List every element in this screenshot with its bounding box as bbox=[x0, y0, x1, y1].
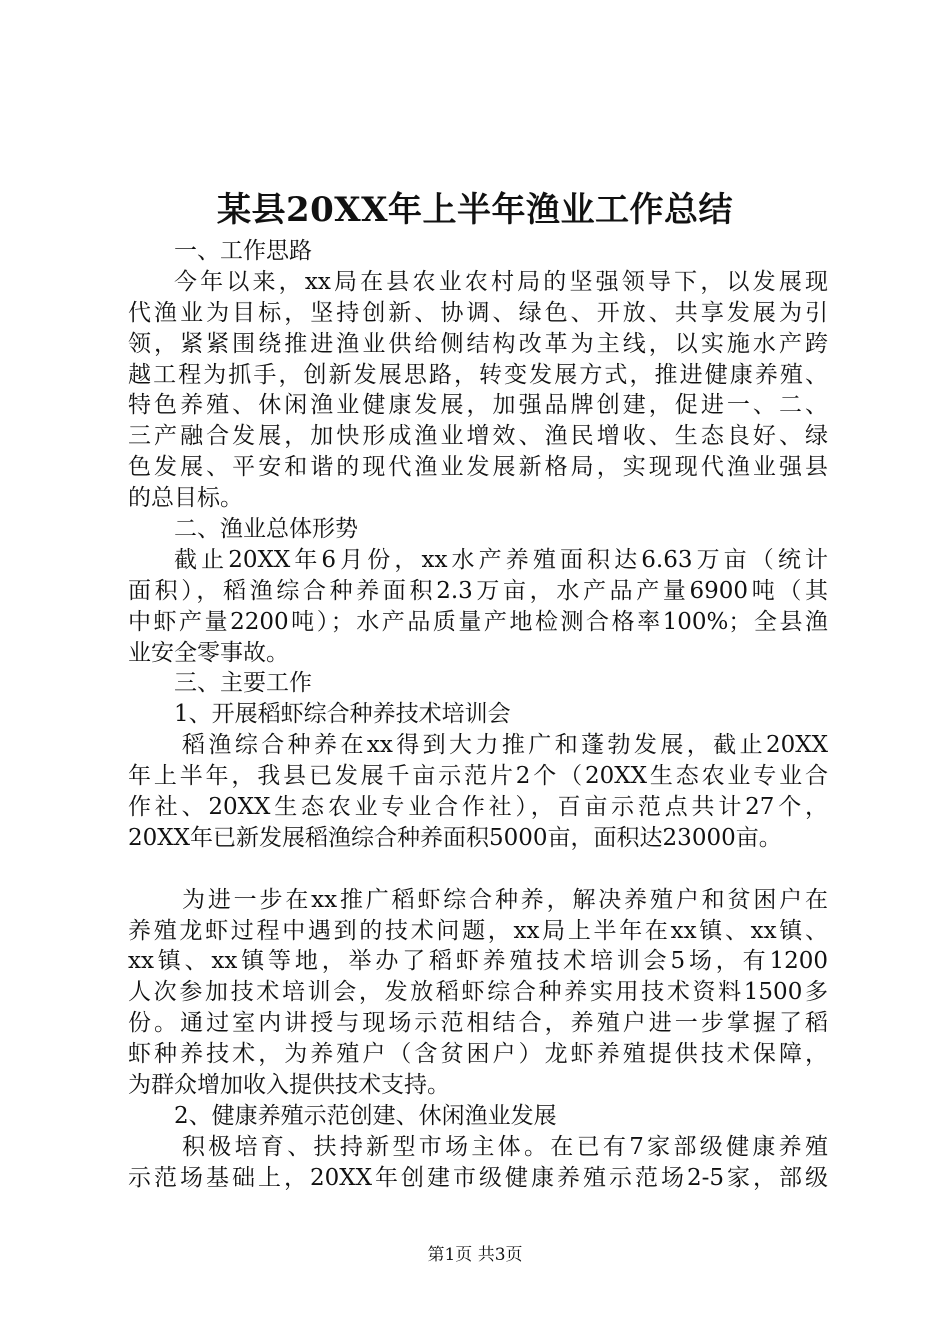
section-heading-2: 二、渔业总体形势 bbox=[174, 516, 358, 543]
paragraph-line: 虾种养技术，为养殖户（含贫困户）龙虾养殖提供技术保障， bbox=[128, 1041, 828, 1068]
paragraph-line: 领，紧紧围绕推进渔业供给侧结构改革为主线，以实施水产跨 bbox=[128, 330, 828, 357]
paragraph-line: 份。通过室内讲授与现场示范相结合，养殖户进一步掌握了稻 bbox=[128, 1010, 828, 1037]
paragraph-line: 业安全零事故。 bbox=[128, 639, 289, 666]
paragraph-line: 为进一步在xx推广稻虾综合种养，解决养殖户和贫困户在 bbox=[182, 886, 828, 913]
page-number-footer: 第1页 共3页 bbox=[427, 1245, 523, 1265]
paragraph-line: 色发展、平安和谐的现代渔业发展新格局，实现现代渔业强县 bbox=[128, 454, 828, 481]
paragraph-line: 面积），稻渔综合种养面积2.3万亩，水产品产量6900吨（其 bbox=[128, 577, 828, 604]
subsection-heading-1: 1、开展稻虾综合种养技术培训会 bbox=[174, 701, 511, 728]
paragraph-line: 稻渔综合种养在xx得到大力推广和蓬勃发展，截止20XX bbox=[182, 732, 828, 759]
paragraph-line: 越工程为抓手，创新发展思路，转变发展方式，推进健康养殖、 bbox=[128, 361, 828, 388]
paragraph-line: 示范场基础上，20XX年创建市级健康养殖示范场2-5家，部级 bbox=[128, 1164, 828, 1191]
paragraph-line: xx镇、xx镇等地，举办了稻虾养殖技术培训会5场，有1200 bbox=[128, 948, 828, 975]
paragraph-line: 代渔业为目标，坚持创新、协调、绿色、开放、共享发展为引 bbox=[128, 299, 828, 326]
paragraph-line: 中虾产量2200吨）；水产品质量产地检测合格率100%；全县渔 bbox=[128, 608, 828, 635]
paragraph-line: 人次参加技术培训会，发放稻虾综合种养实用技术资料1500多 bbox=[128, 979, 828, 1006]
paragraph-line: 养殖龙虾过程中遇到的技术问题，xx局上半年在xx镇、xx镇、 bbox=[128, 917, 828, 944]
paragraph-line: 作社、20XX生态农业专业合作社），百亩示范点共计27个， bbox=[128, 794, 828, 821]
subsection-heading-2: 2、健康养殖示范创建、休闲渔业发展 bbox=[174, 1102, 557, 1129]
paragraph-line: 为群众增加收入提供技术支持。 bbox=[128, 1072, 450, 1099]
paragraph-gap bbox=[128, 854, 828, 885]
document-title: 某县20XX年上半年渔业工作总结 bbox=[216, 190, 734, 230]
section-heading-3: 三、主要工作 bbox=[174, 670, 312, 697]
paragraph-line: 特色养殖、休闲渔业健康发展，加强品牌创建，促进一、二、 bbox=[128, 392, 828, 419]
section-heading-1: 一、工作思路 bbox=[174, 238, 312, 264]
paragraph-line: 截止20XX年6月份，xx水产养殖面积达6.63万亩（统计 bbox=[174, 546, 828, 573]
paragraph-line: 的总目标。 bbox=[128, 485, 243, 512]
paragraph-line: 三产融合发展，加快形成渔业增效、渔民增收、生态良好、绿 bbox=[128, 423, 828, 450]
paragraph-line: 今年以来，xx局在县农业农村局的坚强领导下，以发展现 bbox=[174, 268, 828, 295]
paragraph-line: 积极培育、扶持新型市场主体。在已有7家部级健康养殖 bbox=[182, 1133, 828, 1160]
document-body bbox=[128, 236, 828, 1194]
paragraph-line: 20XX年已新发展稻渔综合种养面积5000亩，面积达23000亩。 bbox=[128, 824, 782, 851]
paragraph-line: 年上半年，我县已发展千亩示范片2个（20XX生态农业专业合 bbox=[128, 763, 828, 790]
